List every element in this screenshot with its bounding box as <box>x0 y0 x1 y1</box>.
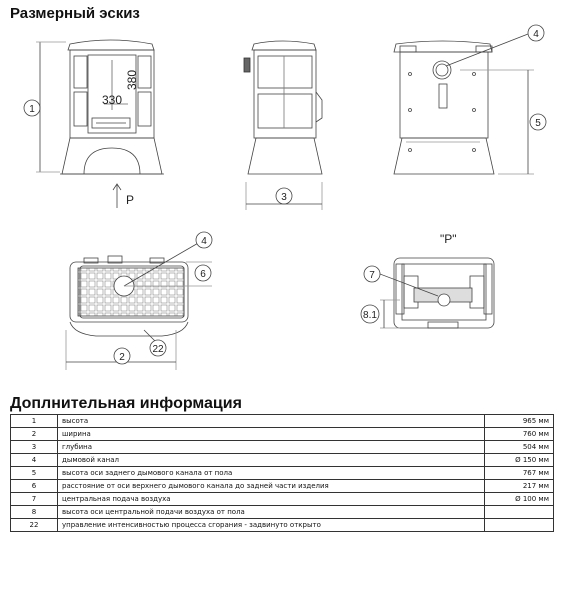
table-row <box>11 454 554 467</box>
table-cell-desc: высота оси центральной подачи воздуха от пола <box>58 506 485 519</box>
table-cell-desc: дымовой канал <box>58 454 485 467</box>
bottom-view <box>361 258 494 328</box>
dimension-drawing <box>0 22 568 382</box>
front-height-label: 380 <box>125 69 139 91</box>
back-view <box>394 25 546 174</box>
table-cell-value: 504 мм <box>485 441 554 454</box>
callout-4-top: 4 <box>201 236 207 247</box>
specs-table <box>10 414 554 532</box>
table-row <box>11 467 554 480</box>
table-cell-value: 217 мм <box>485 480 554 493</box>
callout-4-back: 4 <box>533 29 539 40</box>
table-cell-desc: ширина <box>58 428 485 441</box>
callout-1: 1 <box>29 104 35 115</box>
callout-5: 5 <box>535 118 541 129</box>
table-cell-num: 8 <box>11 506 58 519</box>
table-cell-num: 2 <box>11 428 58 441</box>
view-arrow <box>113 184 121 208</box>
table-cell-num: 1 <box>11 415 58 428</box>
callout-7: 7 <box>369 270 375 281</box>
view-p-label: "P" <box>440 232 457 246</box>
table-cell-num: 3 <box>11 441 58 454</box>
callout-2: 2 <box>119 352 125 363</box>
table-cell-desc: высота оси заднего дымового канала от пола <box>58 467 485 480</box>
table-row <box>11 415 554 428</box>
table-cell-num: 4 <box>11 454 58 467</box>
table-cell-value <box>485 519 554 532</box>
callout-3: 3 <box>281 192 287 203</box>
table-cell-desc: управление интенсивностью процесса сгорания - задвинуто открыто <box>58 519 485 532</box>
table-row <box>11 441 554 454</box>
table-cell-value: 760 мм <box>485 428 554 441</box>
table-cell-value: 965 мм <box>485 415 554 428</box>
table-cell-desc: расстояние от оси верхнего дымового канала до задней части изделия <box>58 480 485 493</box>
table-cell-num: 5 <box>11 467 58 480</box>
table-row <box>11 519 554 532</box>
table-row <box>11 428 554 441</box>
callout-6: 6 <box>200 269 206 280</box>
table-cell-desc: высота <box>58 415 485 428</box>
table-cell-value: Ø 150 мм <box>485 454 554 467</box>
side-view <box>244 41 322 210</box>
table-cell-value <box>485 506 554 519</box>
front-width-label: 330 <box>102 93 123 107</box>
table-cell-value: Ø 100 мм <box>485 493 554 506</box>
table-cell-num: 7 <box>11 493 58 506</box>
table-cell-num: 22 <box>11 519 58 532</box>
arrow-label: P <box>126 193 135 207</box>
table-cell-num: 6 <box>11 480 58 493</box>
table-cell-desc: центральная подача воздуха <box>58 493 485 506</box>
table-row <box>11 506 554 519</box>
callout-22: 22 <box>152 344 164 355</box>
front-view <box>24 40 164 174</box>
table-cell-desc: глубина <box>58 441 485 454</box>
callout-8-1: 8.1 <box>363 310 377 321</box>
table-cell-value: 767 мм <box>485 467 554 480</box>
sketch-title: Размерный эскиз <box>10 5 140 22</box>
table-row <box>11 493 554 506</box>
top-view <box>66 232 212 370</box>
info-title: Доплнительная информация <box>10 395 242 412</box>
table-row <box>11 480 554 493</box>
